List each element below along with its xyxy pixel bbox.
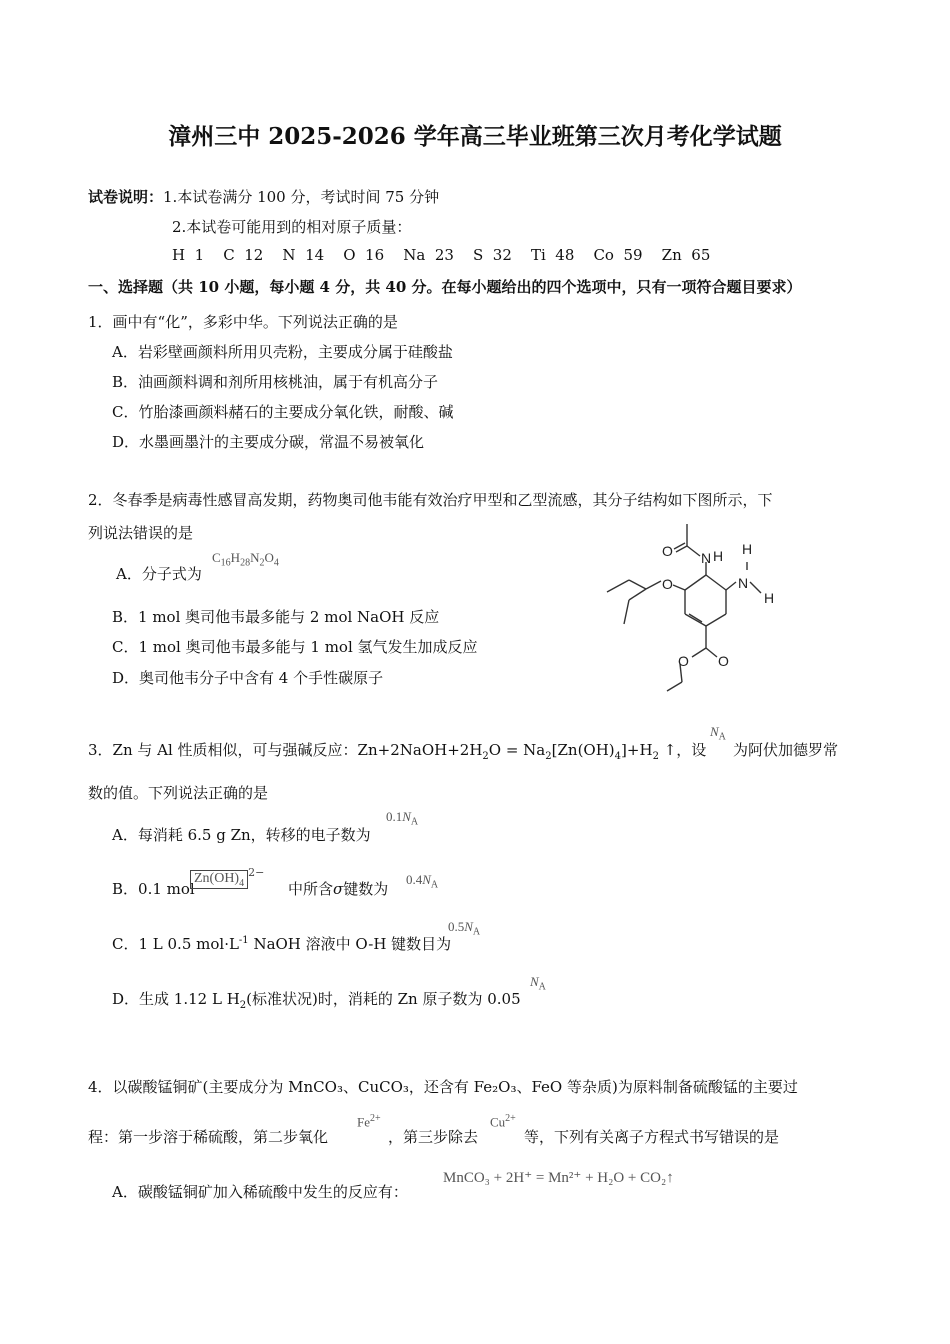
- q1-option-b: B．油画颜料调和剂所用核桃油，属于有机高分子: [112, 373, 439, 391]
- q4-fe-ion: [357, 1113, 381, 1130]
- struct-n1: N: [701, 550, 712, 566]
- q3-stem-part3: [Zn(OH): [551, 741, 615, 759]
- q3-c-num: 0.5: [448, 919, 465, 934]
- fe-charge: 2+: [370, 1113, 381, 1124]
- zincate-charge: 2−: [248, 866, 265, 879]
- q3-b-value: $0.4N_A$: [406, 872, 439, 891]
- fe-symbol: Fe: [357, 1114, 370, 1130]
- sigma-symbol: σ: [333, 880, 344, 898]
- instructions-label: 试卷说明：: [88, 188, 164, 206]
- q2-option-d: D．奥司他韦分子中含有 4 个手性碳原子: [112, 669, 384, 687]
- q4-stem-line2a: 程：第一步溶于稀硫酸，第二步氧化: [88, 1128, 329, 1146]
- struct-h2: H: [742, 541, 753, 557]
- q3-b-mid: 中所含: [288, 880, 334, 898]
- q1-option-d: D．水墨画墨汁的主要成分碳，常温不易被氧化: [112, 433, 425, 451]
- q3-b-num: 0.4: [406, 872, 423, 887]
- q3-option-b: [112, 878, 195, 899]
- q2-option-c: C．1 mol 奥司他韦最多能与 1 mol 氢气发生加成反应: [112, 638, 478, 656]
- q3-b-label: B．0.1 mol: [112, 880, 195, 898]
- cu-charge: 2+: [505, 1113, 516, 1124]
- q3-b-rest: [288, 878, 388, 899]
- q2-option-a-text: A．分子式为: [116, 565, 202, 583]
- struct-h3: H: [764, 590, 775, 606]
- struct-h1: H: [713, 548, 724, 564]
- q3-c-text: C．1 L 0.5 mol·L: [112, 935, 239, 953]
- q2-option-a: [116, 563, 202, 584]
- q4-stem-line2b: ，第三步除去: [388, 1128, 479, 1146]
- q3-c-value: $0.5N_A$: [448, 919, 481, 938]
- struct-o2: O: [662, 576, 673, 592]
- page-title: 漳州三中 2025-2026 学年高三毕业班第三次月考化学试题: [168, 123, 782, 150]
- q2-option-b: B．1 mol 奥司他韦最多能与 2 mol NaOH 反应: [112, 608, 440, 626]
- q1-stem: 1．画中有“化”，多彩中华。下列说法正确的是: [88, 313, 398, 331]
- q2-stem-line1: 2．冬春季是病毒性感冒高发期，药物奥司他韦能有效治疗甲型和乙型流感，其分子结构如下图所示，下: [88, 491, 773, 509]
- cu-symbol: Cu: [490, 1114, 506, 1130]
- q3-c-sup: -1: [238, 935, 249, 946]
- q4-option-a: A．碳酸锰铜矿加入稀硫酸中发生的反应有：: [112, 1183, 408, 1201]
- q3-stem-line2: 数的值。下列说法正确的是: [88, 784, 269, 802]
- struct-n2: N: [738, 575, 749, 591]
- q3-a-value: $0.1N_A$: [386, 809, 419, 828]
- q4-stem-line1: 4．以碳酸锰铜矿(主要成分为 MnCO₃、CuCO₃，还含有 Fe₂O₃、FeO 等杂质)为原料制备硫酸锰的主要过: [88, 1078, 798, 1096]
- q3-d-na: $N_A$: [530, 974, 546, 993]
- q3-stem-part2: O = Na: [488, 741, 546, 759]
- instructions-line2: 2.本试卷可能用到的相对原子质量：: [172, 218, 412, 236]
- atomic-masses: H 1 C 12 N 14 O 16 Na 23 S 32 Ti 48 Co 59 Zn 65: [172, 246, 711, 264]
- struct-o3: O: [718, 653, 729, 669]
- q1-option-a: A．岩彩壁画颜料所用贝壳粉，主要成分属于硅酸盐: [112, 343, 453, 361]
- q3-d-text: D．生成 1.12 L H: [112, 990, 240, 1008]
- q3-stem-part4: ]+H: [621, 741, 653, 759]
- q4-a-equation: MnCO₃ + 2H⁺ = Mn²⁺ + H₂O + CO₂↑: [443, 1170, 674, 1186]
- q3-b-ion: $Zn(OH)_4^{2-}$: [190, 866, 264, 889]
- oseltamivir-structure: [598, 518, 798, 700]
- q3-option-c: [112, 933, 451, 954]
- na-symbol: N: [710, 724, 719, 739]
- struct-o1: O: [662, 543, 673, 559]
- q3-option-d: D．生成 1.12 L $H_2$(标准状况)时，消耗的 Zn 原子数为 0.05: [112, 990, 521, 1011]
- q3-d-mid: (标准状况)时，消耗的 Zn 原子数为 0.05: [246, 990, 521, 1008]
- instructions-line1: [88, 186, 439, 207]
- q2-formula: $C_{16}H_{28}N_2O_4$: [212, 550, 279, 569]
- q3-stem-part5: ↑，设: [658, 741, 707, 759]
- instructions-text1: 1.本试卷满分 100 分，考试时间 75 分钟: [163, 188, 440, 206]
- q3-b-end: 键数为: [343, 880, 389, 898]
- q3-option-a: A．每消耗 6.5 g Zn，转移的电子数为: [112, 826, 371, 844]
- q4-stem-line2c: 等，下列有关离子方程式书写错误的是: [524, 1128, 780, 1146]
- q3-stem-line1: 3．Zn 与 Al 性质相似，可与强碱反应：$Zn+2NaOH+2H_2O = Na_2[Zn(OH)_4]+H_2$ ↑，设: [88, 741, 707, 762]
- q3-stem-end: 为阿伏加德罗常: [733, 741, 839, 759]
- section-heading: 一、选择题（共 10 小题，每小题 4 分，共 40 分。在每小题给出的四个选项中，只有一项符合题目要求）: [88, 278, 802, 296]
- q3-na-symbol: [710, 724, 726, 743]
- q3-c-end: NaOH 溶液中 O-H 键数目为: [248, 935, 452, 953]
- q2-stem-line2: 列说法错误的是: [88, 524, 194, 542]
- q4-cu-ion: [490, 1113, 516, 1130]
- q3-a-num: 0.1: [386, 809, 403, 824]
- na-sub: A: [718, 731, 726, 743]
- q3-stem-part1: 3．Zn 与 Al 性质相似，可与强碱反应：Zn+2NaOH+2H: [88, 741, 483, 759]
- struct-o4: O: [678, 653, 689, 669]
- zincate-ion: Zn(OH): [194, 870, 240, 886]
- q1-option-c: C．竹胎漆画颜料赭石的主要成分氧化铁，耐酸、碱: [112, 403, 454, 421]
